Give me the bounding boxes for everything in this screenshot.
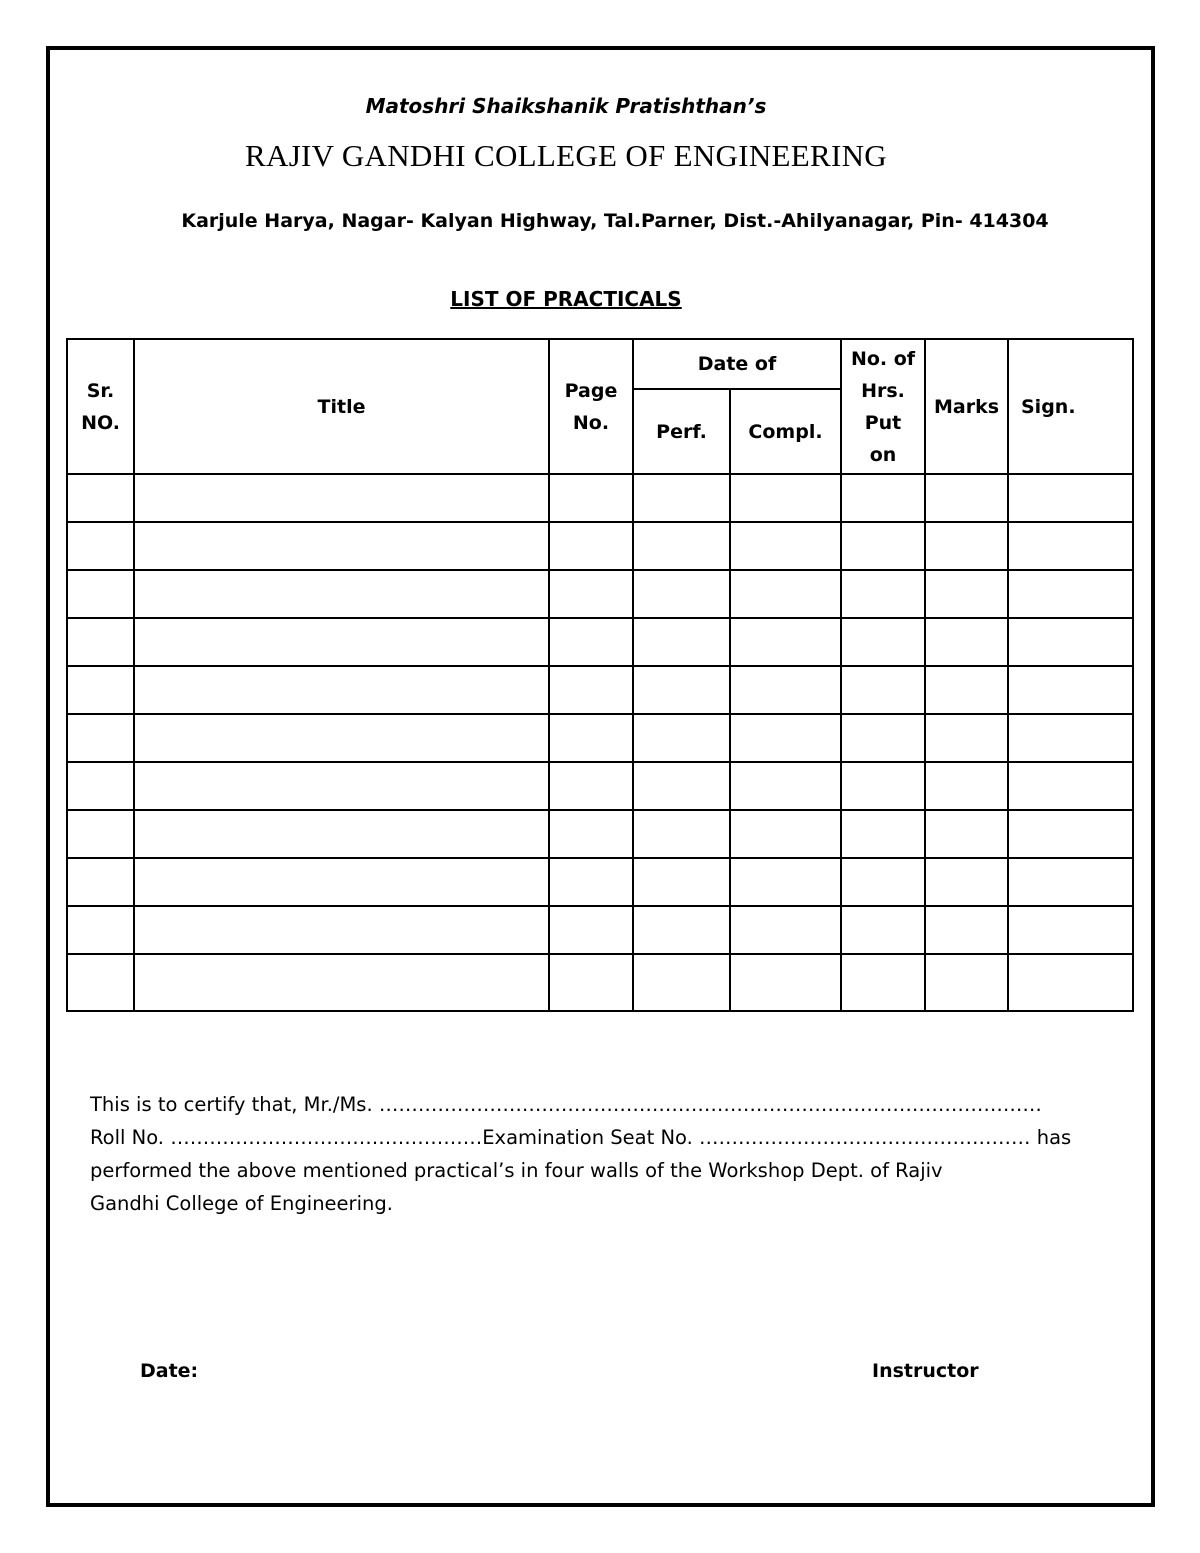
- table-cell[interactable]: [730, 858, 841, 906]
- certificate-line1: This is to certify that, Mr./Ms. …………………………………………………………………………………………: [90, 1093, 1042, 1116]
- table-cell[interactable]: [67, 570, 134, 618]
- table-cell[interactable]: [67, 618, 134, 666]
- header-date-of: Date of: [633, 339, 841, 389]
- table-cell[interactable]: [925, 858, 1008, 906]
- table-row: [67, 666, 1133, 714]
- table-cell[interactable]: [134, 858, 549, 906]
- table-cell[interactable]: [549, 522, 633, 570]
- table-cell[interactable]: [633, 810, 730, 858]
- table-cell[interactable]: [1008, 618, 1133, 666]
- table-cell[interactable]: [925, 954, 1008, 1011]
- table-cell[interactable]: [134, 618, 549, 666]
- table-cell[interactable]: [730, 618, 841, 666]
- table-row: [67, 714, 1133, 762]
- table-cell[interactable]: [134, 522, 549, 570]
- table-cell[interactable]: [841, 858, 925, 906]
- header-sr-no: [67, 339, 134, 474]
- table-cell[interactable]: [67, 810, 134, 858]
- certificate-text: [90, 1088, 1096, 1220]
- table-cell[interactable]: [549, 666, 633, 714]
- table-cell[interactable]: [134, 474, 549, 522]
- table-cell[interactable]: [925, 522, 1008, 570]
- table-cell[interactable]: [925, 474, 1008, 522]
- table-cell[interactable]: [925, 810, 1008, 858]
- table-cell[interactable]: [134, 906, 549, 954]
- table-cell[interactable]: [633, 714, 730, 762]
- certificate-line3: performed the above mentioned practical’s in four walls of the Workshop Dept. of Rajiv: [90, 1159, 943, 1182]
- table-cell[interactable]: [633, 570, 730, 618]
- practicals-table: [66, 338, 1134, 1012]
- table-cell[interactable]: [730, 906, 841, 954]
- table-cell[interactable]: [1008, 714, 1133, 762]
- table-cell[interactable]: [841, 522, 925, 570]
- list-title: LIST OF PRACTICALS: [450, 287, 682, 311]
- table-cell[interactable]: [841, 570, 925, 618]
- table-cell[interactable]: [1008, 666, 1133, 714]
- table-cell[interactable]: [841, 618, 925, 666]
- table-cell[interactable]: [633, 666, 730, 714]
- table-cell[interactable]: [633, 762, 730, 810]
- table-cell[interactable]: [134, 954, 549, 1011]
- header-page-line2: No.: [572, 411, 610, 434]
- table-cell[interactable]: [1008, 762, 1133, 810]
- table-cell[interactable]: [633, 474, 730, 522]
- table-cell[interactable]: [549, 810, 633, 858]
- table-cell[interactable]: [549, 570, 633, 618]
- table-cell[interactable]: [633, 522, 730, 570]
- table-row: [67, 762, 1133, 810]
- header-sign: Sign.: [1008, 339, 1133, 474]
- table-cell[interactable]: [67, 714, 134, 762]
- table-cell[interactable]: [730, 666, 841, 714]
- table-cell[interactable]: [925, 666, 1008, 714]
- table-row: [67, 858, 1133, 906]
- table-cell[interactable]: [730, 522, 841, 570]
- college-name: RAJIV GANDHI COLLEGE OF ENGINEERING: [245, 138, 887, 173]
- table-row: [67, 618, 1133, 666]
- table-row: [67, 522, 1133, 570]
- table-cell[interactable]: [549, 858, 633, 906]
- table-cell[interactable]: [633, 618, 730, 666]
- table-cell[interactable]: [549, 762, 633, 810]
- table-cell[interactable]: [925, 762, 1008, 810]
- table-cell[interactable]: [633, 858, 730, 906]
- table-cell[interactable]: [549, 714, 633, 762]
- header-page-line1: Page: [564, 379, 618, 402]
- college-address: Karjule Harya, Nagar- Kalyan Highway, Tal.Parner, Dist.-Ahilyanagar, Pin- 414304: [181, 210, 1049, 232]
- table-cell[interactable]: [549, 954, 633, 1011]
- header-title: Title: [134, 339, 549, 474]
- header-sr-line2: NO.: [81, 411, 120, 434]
- certificate-line2: Roll No. …………………………………………Examination Seat No. …………………………………………… has: [90, 1126, 1072, 1149]
- table-row: [67, 906, 1133, 954]
- table-cell[interactable]: [67, 762, 134, 810]
- table-cell[interactable]: [134, 666, 549, 714]
- table-cell[interactable]: [67, 666, 134, 714]
- header-hrs-line3: Put: [864, 411, 902, 434]
- table-cell[interactable]: [841, 762, 925, 810]
- certificate-line4: Gandhi College of Engineering.: [90, 1192, 393, 1215]
- header-page-no: [549, 339, 633, 474]
- table-cell[interactable]: [730, 714, 841, 762]
- header-sr-line1: Sr.: [86, 379, 115, 402]
- header-compl: Compl.: [730, 389, 841, 474]
- table-cell[interactable]: [67, 954, 134, 1011]
- table-cell[interactable]: [1008, 954, 1133, 1011]
- table-cell[interactable]: [549, 474, 633, 522]
- table-cell[interactable]: [1008, 474, 1133, 522]
- table-cell[interactable]: [1008, 810, 1133, 858]
- table-cell[interactable]: [841, 906, 925, 954]
- table-cell[interactable]: [1008, 858, 1133, 906]
- table-cell[interactable]: [67, 906, 134, 954]
- table-cell[interactable]: [633, 954, 730, 1011]
- table-cell[interactable]: [134, 810, 549, 858]
- table-cell[interactable]: [1008, 570, 1133, 618]
- table-cell[interactable]: [549, 906, 633, 954]
- table-row: [67, 810, 1133, 858]
- header-hrs-line1: No. of: [850, 347, 916, 370]
- table-cell[interactable]: [925, 618, 1008, 666]
- table-cell[interactable]: [841, 666, 925, 714]
- header-hrs-line2: Hrs.: [861, 379, 905, 402]
- table-cell[interactable]: [730, 474, 841, 522]
- table-cell[interactable]: [925, 906, 1008, 954]
- date-label: Date:: [140, 1360, 199, 1382]
- table-cell[interactable]: [67, 858, 134, 906]
- table-cell[interactable]: [925, 570, 1008, 618]
- table-cell[interactable]: [633, 906, 730, 954]
- table-cell[interactable]: [67, 522, 134, 570]
- header-hrs-line4: on: [869, 443, 897, 466]
- table-cell[interactable]: [1008, 906, 1133, 954]
- table-cell[interactable]: [730, 810, 841, 858]
- table-cell[interactable]: [730, 570, 841, 618]
- table-row: [67, 474, 1133, 522]
- table-cell[interactable]: [549, 618, 633, 666]
- table-cell[interactable]: [134, 714, 549, 762]
- trust-name: Matoshri Shaikshanik Pratishthan’s: [365, 94, 767, 118]
- table-row: [67, 954, 1133, 1011]
- header-perf: Perf.: [633, 389, 730, 474]
- header-marks: Marks: [925, 339, 1008, 474]
- table-cell[interactable]: [841, 474, 925, 522]
- table-cell[interactable]: [134, 762, 549, 810]
- table-cell[interactable]: [841, 714, 925, 762]
- table-cell[interactable]: [67, 474, 134, 522]
- table-row: [67, 570, 1133, 618]
- header-hrs: [841, 339, 925, 474]
- table-cell[interactable]: [134, 570, 549, 618]
- table-cell[interactable]: [1008, 522, 1133, 570]
- instructor-label: Instructor: [872, 1360, 979, 1382]
- table-cell[interactable]: [730, 954, 841, 1011]
- table-cell[interactable]: [925, 714, 1008, 762]
- table-cell[interactable]: [841, 954, 925, 1011]
- table-cell[interactable]: [841, 810, 925, 858]
- table-cell[interactable]: [730, 762, 841, 810]
